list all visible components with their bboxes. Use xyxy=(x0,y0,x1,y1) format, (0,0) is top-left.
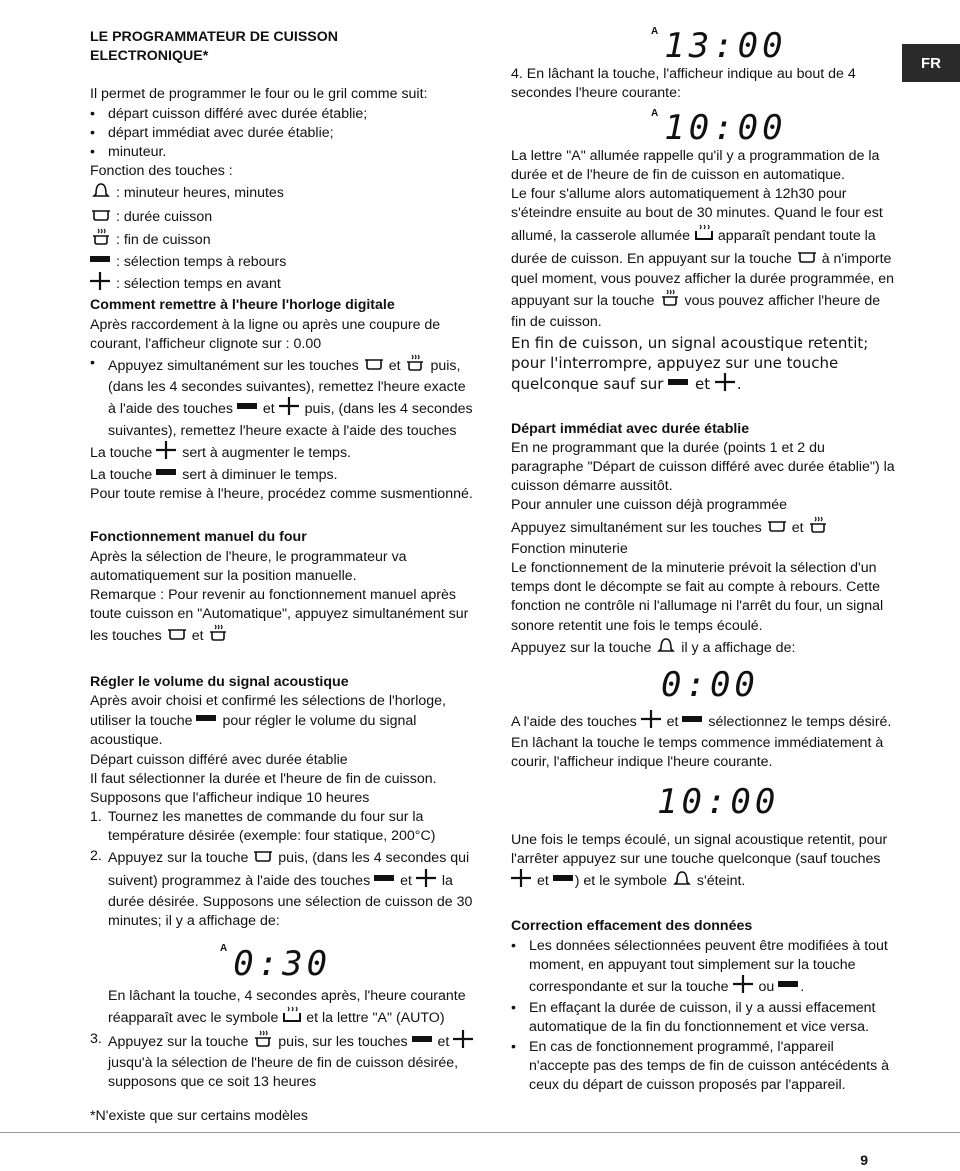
display-13-00 xyxy=(511,22,896,65)
minus-icon xyxy=(682,712,704,732)
end-signal-text: En fin de cuisson, un signal acoustique retentit; pour l'interrompre, appuyez sur une touche quelconque sauf sur et . xyxy=(511,333,896,396)
step-2: 2. Appuyez sur la touche puis, (dans les 4 secondes qui suivent) programmez à l'aide des touches et la durée désirée. Supposons une sélection de cuisson de 30 minutes; il y a affichage de: xyxy=(90,847,473,930)
lcd-readout: 13:00 xyxy=(664,26,787,67)
pot-steam-icon xyxy=(659,289,681,313)
footer-rule xyxy=(0,1132,960,1133)
lcd-readout: 0:00 xyxy=(661,665,759,706)
lcd-readout: 0:30 xyxy=(233,943,332,984)
step-1: 1. Tournez les manettes de commande du four sur la température désirée (exemple: four statique, 200°C) xyxy=(90,809,436,845)
pot-icon xyxy=(252,847,274,869)
timer-text: Le fonctionnement de la minuterie prévoit la sélection d'un temps dont le décompte se fait au compte à rebours. Cette fonction ne contrôle ni l'allumage ni l'arrêt du four, un signal sonore retentit une fois le temps écoulé. xyxy=(511,560,884,634)
saucepan-icon xyxy=(282,1006,302,1030)
immediate-text: Appuyez simultanément sur les touches et xyxy=(511,516,896,540)
bell-icon xyxy=(90,181,112,205)
volume-heading: Régler le volume du signal acoustique xyxy=(90,673,349,690)
plus-icon xyxy=(641,710,663,734)
pot-icon xyxy=(363,355,385,377)
bell-icon xyxy=(655,636,677,660)
list-item: • minuteur. xyxy=(90,143,476,162)
list-item: • départ immédiat avec durée établie; xyxy=(90,124,476,143)
auto-indicator: A xyxy=(651,107,659,119)
immediate-heading: Départ immédiat avec durée établie xyxy=(511,420,750,437)
display-10-00-timer xyxy=(511,783,896,821)
lcd-readout: 10:00 xyxy=(664,107,787,148)
programmer-title: LE PROGRAMMATEUR DE CUISSON ELECTRONIQUE* xyxy=(90,29,339,65)
display-0-00 xyxy=(511,666,896,704)
plus-icon xyxy=(733,975,755,999)
list-item: • En effaçant la durée de cuisson, il y a aussi effacement automatique de la fin du fonctionnement et vice versa. xyxy=(511,999,896,1037)
key-row: : sélection temps en avant xyxy=(90,272,476,296)
list-item: • En cas de fonctionnement programmé, l'appareil n'accepte pas des temps de fin de cuisson antécédents à ceux du départ de cuisson proposés par l'appareil. xyxy=(511,1038,896,1096)
pot-icon xyxy=(90,206,112,228)
right-column xyxy=(511,28,896,1095)
timer-title: Fonction minuterie xyxy=(511,540,628,557)
step-3: 3. Appuyez sur la touche puis, sur les touches et jusqu'à la sélection de l'heure de fin de cuisson désirée, supposons que ce soit 13 heures xyxy=(90,1030,476,1093)
plus-icon xyxy=(453,1030,475,1054)
immediate-text: Pour annuler une cuisson déjà programmée xyxy=(511,497,788,514)
minus-icon xyxy=(237,399,259,419)
key-row: : minuteur heures, minutes xyxy=(90,181,476,205)
manual-heading: Fonctionnement manuel du four xyxy=(90,529,307,546)
saucepan-icon xyxy=(694,224,714,248)
manual-text: Après la sélection de l'heure, le programmateur va automatiquement sur la position manuelle. xyxy=(90,548,407,584)
minus-text: La touche sert à diminuer le temps. xyxy=(90,465,476,485)
timer-text: En lâchant la touche le temps commence immédiatement à courir, l'afficheur indique l'heure courante. xyxy=(511,735,884,771)
auto-text: La lettre "A" allumée rappelle qu'il y a programmation de la durée et de l'heure de fin de cuisson en automatique. xyxy=(511,147,880,184)
pot-icon xyxy=(166,625,188,647)
immediate-text: En ne programmant que la durée (points 1 et 2 du paragraphe "Départ de cuisson différé avec durée établie") la cuisson démarre aussitôt. xyxy=(511,439,895,495)
left-column xyxy=(90,28,476,1126)
clock-end-text: Pour toute remise à l'heure, procédez comme susmentionné. xyxy=(90,486,473,503)
language-tab-fr: FR xyxy=(902,44,960,82)
pot-steam-icon xyxy=(207,624,229,648)
keys-heading: Fonction des touches : xyxy=(90,163,233,180)
plus-icon xyxy=(90,272,112,296)
plus-icon xyxy=(511,869,533,893)
minus-icon xyxy=(553,871,575,891)
pot-icon xyxy=(796,248,818,270)
list-item: • départ cuisson différé avec durée établie; xyxy=(90,105,476,124)
delayed-title: Départ cuisson différé avec durée établie xyxy=(90,751,348,768)
minus-icon xyxy=(668,374,690,394)
minus-icon xyxy=(778,977,800,997)
pot-steam-icon xyxy=(807,516,829,540)
timer-text: A l'aide des touches et sélectionnez le temps désiré. xyxy=(511,710,896,734)
remark-text: Remarque : Pour revenir au fonctionnement manuel après toute cuisson en "Automatique", appuyez simultanément sur les touches et xyxy=(90,586,476,649)
display-0-30 xyxy=(90,939,476,982)
intro-text: Il permet de programmer le four ou le gril comme suit: xyxy=(90,86,428,103)
delayed-text: Il faut sélectionner la durée et l'heure de fin de cuisson. xyxy=(90,770,437,787)
key-row: : sélection temps à rebours xyxy=(90,252,476,272)
plus-text: La touche sert à augmenter le temps. xyxy=(90,441,476,465)
minus-icon xyxy=(412,1032,434,1052)
minus-icon xyxy=(374,871,396,891)
plus-icon xyxy=(279,397,301,421)
minus-icon xyxy=(196,711,218,731)
lcd-readout: 10:00 xyxy=(657,781,780,822)
pot-icon xyxy=(766,517,788,539)
pot-steam-icon xyxy=(404,354,426,378)
minus-icon xyxy=(90,252,112,272)
page-number: 9 xyxy=(860,1152,868,1168)
clock-bullet: • Appuyez simultanément sur les touches et puis, (dans les 4 secondes suivantes), remettez l'heure exacte à l'aide des touches et puis, (dans les 4 secondes suivantes), remettez l'heure exacte à l'aide des touches xyxy=(90,354,476,441)
plus-icon xyxy=(156,441,178,465)
footnote: *N'existe que sur certains modèles xyxy=(90,1107,308,1124)
release-text: En lâchant la touche, 4 secondes après, l'heure courante réapparaît avec le symbole et la lettre "A" (AUTO) xyxy=(90,987,476,1030)
pot-steam-icon xyxy=(90,228,112,252)
key-row: : fin de cuisson xyxy=(90,228,476,252)
step-4: 4. En lâchant la touche, l'afficheur indique au bout de 4 secondes l'heure courante: xyxy=(511,66,856,102)
clock-heading: Comment remettre à l'heure l'horloge digitale xyxy=(90,297,395,314)
minus-icon xyxy=(156,465,178,485)
volume-text: Après avoir choisi et confirmé les sélections de l'horloge, utiliser la touche pour régler le volume du signal acoustique. xyxy=(90,692,446,749)
auto-indicator: A xyxy=(651,26,659,37)
auto-text: Le four s'allume alors automatiquement à 12h30 pour s'éteindre ensuite au bout de 30 minutes. Quand le four est allumé, la casserole allumée apparaît pendant toute la durée de cuisson. En appuyant sur la touche à n'importe quel moment, vous pouvez afficher la durée programmée, en appuyant sur la touche vous pouvez afficher l'heure de fin de cuisson. xyxy=(511,186,895,331)
plus-icon xyxy=(715,373,737,396)
plus-icon xyxy=(416,869,438,893)
bell-icon xyxy=(671,869,693,893)
key-row: : durée cuisson xyxy=(90,206,476,228)
delayed-text: Supposons que l'afficheur indique 10 heures xyxy=(90,789,370,806)
display-10-00 xyxy=(511,104,896,147)
list-item: • Les données sélectionnées peuvent être modifiées à tout moment, en appuyant tout simplement sur la touche correspondante et sur la touche ou . xyxy=(511,937,896,1000)
correction-heading: Correction effacement des données xyxy=(511,918,753,935)
clock-text: Après raccordement à la ligne ou après une coupure de courant, l'afficheur clignote sur : 0.00 xyxy=(90,316,441,352)
pot-steam-icon xyxy=(252,1030,274,1054)
auto-indicator: A xyxy=(220,943,228,955)
timer-text: Une fois le temps écoulé, un signal acoustique retentit, pour l'arrêter appuyez sur une touche quelconque (sauf touches et ) et le symbole s'éteint. xyxy=(511,831,896,894)
timer-text: Appuyez sur la touche il y a affichage de: xyxy=(511,636,896,660)
